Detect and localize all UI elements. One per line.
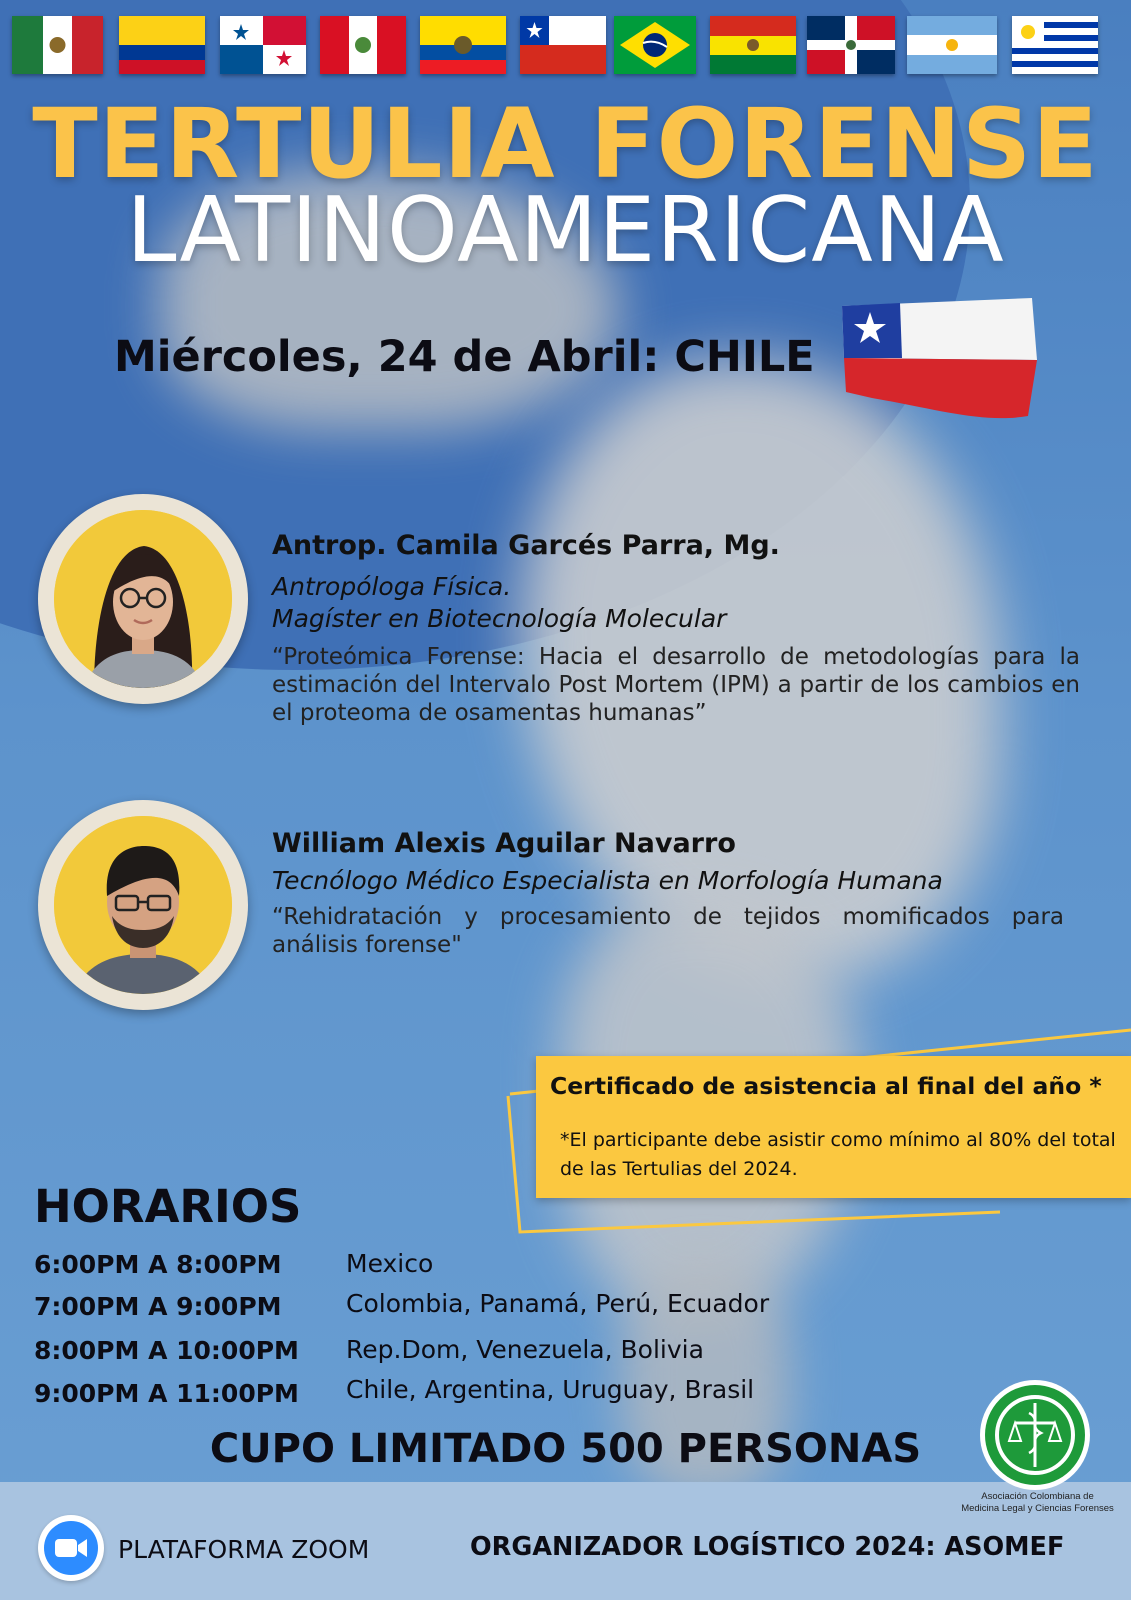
capacity-banner: CUPO LIMITADO 500 PERSONAS: [209, 1426, 922, 1472]
asomef-logo-icon: [980, 1380, 1090, 1490]
certificate-title: Certificado de asistencia al final del año *: [550, 1072, 1102, 1100]
brazil-flag-icon: [614, 16, 696, 74]
schedule-places-1: Mexico: [346, 1249, 434, 1278]
uruguay-flag-icon: [1012, 16, 1098, 74]
speaker-1-role-1: Antropóloga Física.: [272, 572, 512, 601]
colombia-flag-icon: [119, 16, 205, 74]
schedule-places-4: Chile, Argentina, Uruguay, Brasil: [346, 1375, 755, 1404]
schedule-time-1: 6:00PM A 8:00PM: [34, 1250, 282, 1279]
schedule-places-2: Colombia, Panamá, Perú, Ecuador: [346, 1289, 770, 1318]
title-line-1: TERTULIA FORENSE: [32, 88, 1099, 200]
schedule-time-2: 7:00PM A 9:00PM: [34, 1292, 282, 1321]
bolivia-flag-icon: [710, 16, 796, 74]
panama-flag-icon: [220, 16, 306, 74]
organizer-label: ORGANIZADOR LOGÍSTICO 2024: ASOMEF: [470, 1532, 1065, 1562]
peru-flag-icon: [320, 16, 406, 74]
speaker-2-role-1: Tecnólogo Médico Especialista en Morfología Humana: [272, 866, 943, 895]
schedule-time-3: 8:00PM A 10:00PM: [34, 1336, 299, 1365]
mexico-flag-icon: [12, 16, 103, 74]
speaker-1-info: [272, 530, 1080, 727]
ecuador-flag-icon: [420, 16, 506, 74]
schedule-time-4: 9:00PM A 11:00PM: [34, 1379, 299, 1408]
speaker-1-name: Antrop. Camila Garcés Parra, Mg.: [272, 530, 780, 561]
schedule-title: HORARIOS: [34, 1180, 302, 1233]
speaker-1-avatar: [38, 494, 248, 704]
speaker-1-role-2: Magíster en Biotecnología Molecular: [272, 604, 727, 633]
session-date: Miércoles, 24 de Abril: CHILE: [114, 332, 815, 382]
schedule-places-3: Rep.Dom, Venezuela, Bolivia: [346, 1335, 704, 1364]
flags-row: [12, 16, 1122, 74]
zoom-camera-icon: [38, 1515, 104, 1581]
certificate-box: [536, 1056, 1131, 1198]
argentina-flag-icon: [907, 16, 997, 74]
speaker-1-talk: “Proteómica Forense: Hacia el desarrollo de metodologías para la estimación del Intervalo Post Mortem (IPM) a partir de los cambios en el proteoma de osamentas humanas”: [272, 644, 1080, 726]
dominican-republic-flag-icon: [807, 16, 895, 74]
title-line-2: LATINOAMERICANA: [126, 178, 1005, 283]
speaker-2-info: [272, 828, 1064, 959]
speaker-2-avatar: [38, 800, 248, 1010]
speaker-2-talk: “Rehidratación y procesamiento de tejidos momificados para análisis forense": [272, 904, 1064, 958]
chile-brush-flag-icon: [832, 288, 1042, 428]
speaker-2-name: William Alexis Aguilar Navarro: [272, 828, 736, 859]
logo-caption: Asociación Colombiana de Medicina Legal y Ciencias Forenses: [961, 1491, 1114, 1514]
chile-flag-icon: [520, 16, 606, 74]
certificate-note: *El participante debe asistir como mínimo al 80% del total de las Tertulias del 2024.: [560, 1129, 1116, 1180]
platform-label: PLATAFORMA ZOOM: [118, 1535, 370, 1564]
